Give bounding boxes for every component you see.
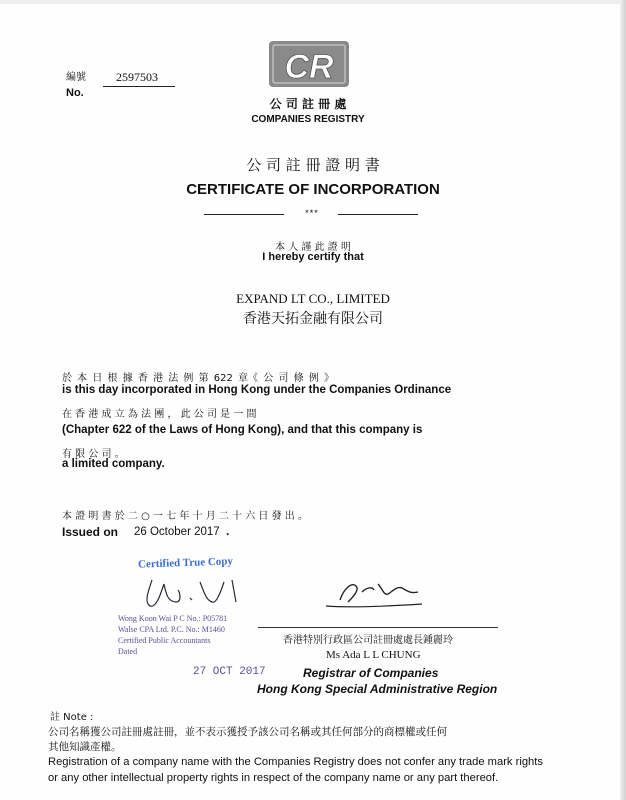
stamp-title: Certified Public Accountants: [118, 636, 211, 645]
body-line1-en: is this day incorporated in Hong Kong under the Companies Ordinance: [62, 384, 452, 396]
body-line3-cn: 有 限 公 司 。: [62, 449, 125, 460]
page-right-edge: [620, 0, 626, 800]
note-label: 註 Note :: [50, 712, 94, 723]
issued-date-en: 26 October 2017: [134, 526, 220, 538]
note-en-line2: or any other intellectual property rights in respect of the company name or any part thereof.: [48, 772, 499, 784]
note-en-line1: Registration of a company name with the Companies Registry does not confer any trade mark rights: [48, 756, 543, 768]
registrar-signature: [322, 578, 426, 614]
note-cn-line1: 公司名稱獲公司註冊處註冊，並不表示獲授予該公司名稱或其任何部分的商標權或任何: [48, 726, 447, 738]
certificate-number: 2597503: [116, 70, 158, 84]
issued-label-en: Issued on: [62, 525, 119, 539]
certify-cn: 本 人 謹 此 證 明: [275, 242, 351, 253]
registry-name-cn: 公 司 註 冊 處: [269, 97, 347, 111]
company-name-cn: 香港天拓金融有限公司: [243, 311, 383, 327]
registrar-title-en: Registrar of Companies: [303, 666, 439, 680]
title-rule-left: [204, 214, 284, 215]
body-line2-cn: 在 香 港 成 立 為 法 團 ， 此 公 司 是 一 間: [62, 409, 257, 420]
title-en: CERTIFICATE OF INCORPORATION: [186, 181, 440, 198]
body-line1-cn: 於 本 日 根 據 香 港 法 例 第 622 章《 公 司 條 例 》: [62, 373, 334, 384]
number-label-cn: 編號: [66, 72, 86, 83]
stamp-certifier-name: Wong Koon Wai P C No.: P05781: [118, 614, 228, 623]
number-underline: [103, 86, 175, 87]
registry-name-en: COMPANIES REGISTRY: [251, 114, 365, 125]
logo-text: CR: [284, 48, 334, 86]
number-label-en: No.: [66, 87, 84, 99]
issued-period: .: [226, 524, 230, 538]
page-top-edge: [0, 0, 626, 4]
certified-true-copy-stamp: Certified True Copy: [137, 555, 234, 571]
stamp-place: Dated: [118, 647, 138, 656]
companies-registry-logo: [268, 40, 350, 88]
body-line2-en: (Chapter 622 of the Laws of Hong Kong), and that this company is: [62, 424, 423, 436]
title-rule-right: [338, 214, 418, 215]
registrar-name-cn: 香港特別行政區公司註冊處處長鍾麗玲: [283, 635, 453, 646]
registrar-name-en: Ms Ada L L CHUNG: [326, 649, 421, 661]
certify-en: I hereby certify that: [262, 251, 364, 263]
title-stars: ***: [305, 208, 319, 218]
registrar-region-en: Hong Kong Special Administrative Region: [257, 682, 498, 696]
signature-line: [258, 627, 498, 628]
title-cn: 公 司 註 冊 證 明 書: [246, 156, 380, 174]
note-cn-line2: 其他知識產權。: [48, 741, 122, 753]
issued-cn: 本 證 明 書 於 二 ○ 一 七 年 十 月 二 十 六 日 發 出 。: [62, 511, 308, 522]
company-name-en: EXPAND LT CO., LIMITED: [236, 291, 390, 306]
stamp-date: 27 OCT 2017: [193, 666, 266, 678]
stamp-firm: Walse CPA Ltd. P.C. No.: M1460: [118, 625, 225, 634]
body-line3-en: a limited company.: [62, 458, 165, 470]
certifier-signature: [120, 572, 270, 616]
